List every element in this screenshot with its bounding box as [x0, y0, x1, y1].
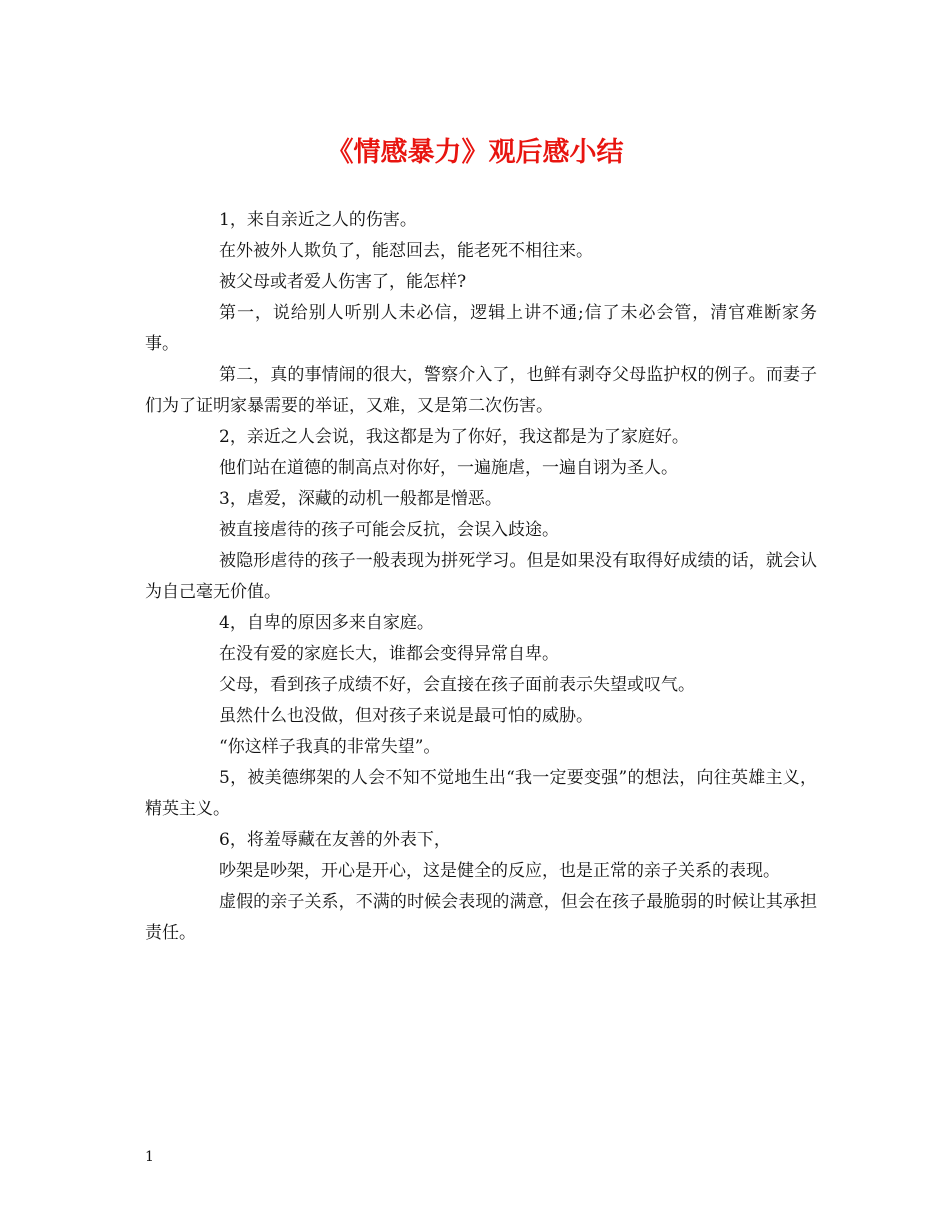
paragraph: 5，被美德绑架的人会不知不觉地生出“我一定要变强”的想法，向往英雄主义，精英主义。 — [145, 768, 817, 819]
paragraph: 吵架是吵架，开心是开心，这是健全的反应，也是正常的亲子关系的表现。 — [219, 861, 780, 881]
paragraph: 虚假的亲子关系，不满的时候会表现的满意，但会在孩子最脆弱的时候让其承担责任。 — [145, 892, 817, 943]
paragraph: 他们站在道德的制高点对你好，一遍施虐，一遍自诩为圣人。 — [219, 458, 678, 478]
paragraph: 第二，真的事情闹的很大，警察介入了，也鲜有剥夺父母监护权的例子。而妻子们为了证明家暴需要的举证，又难，又是第二次伤害。 — [145, 365, 817, 416]
document-title: 《情感暴力》观后感小结 — [326, 137, 624, 168]
paragraph: 父母，看到孩子成绩不好，会直接在孩子面前表示失望或叹气。 — [219, 675, 695, 695]
paragraph: 1，来自亲近之人的伤害。 — [219, 210, 417, 230]
paragraph: 被直接虐待的孩子可能会反抗，会误入歧途。 — [219, 520, 559, 540]
paragraph: 3，虐爱，深藏的动机一般都是憎恶。 — [219, 489, 502, 509]
paragraph: 第一，说给别人听别人未必信，逻辑上讲不通;信了未必会管，清官难断家务事。 — [145, 303, 817, 354]
paragraph: 被父母或者爱人伤害了，能怎样? — [219, 272, 467, 292]
document-body — [145, 205, 817, 949]
paragraph: 被隐形虐待的孩子一般表现为拼死学习。但是如果没有取得好成绩的话，就会认为自己毫无价值。 — [145, 551, 817, 602]
paragraph: 虽然什么也没做，但对孩子来说是最可怕的威胁。 — [219, 706, 593, 726]
page-number: 1 — [145, 1149, 154, 1165]
paragraph: “你这样子我真的非常失望”。 — [219, 737, 441, 757]
paragraph: 6，将羞辱藏在友善的外表下， — [219, 830, 451, 850]
paragraph: 4，自卑的原因多来自家庭。 — [219, 613, 434, 633]
paragraph: 在外被外人欺负了，能怼回去，能老死不相往来。 — [219, 241, 593, 261]
paragraph: 2，亲近之人会说，我这都是为了你好，我这都是为了家庭好。 — [219, 427, 689, 447]
paragraph: 在没有爱的家庭长大，谁都会变得异常自卑。 — [219, 644, 559, 664]
